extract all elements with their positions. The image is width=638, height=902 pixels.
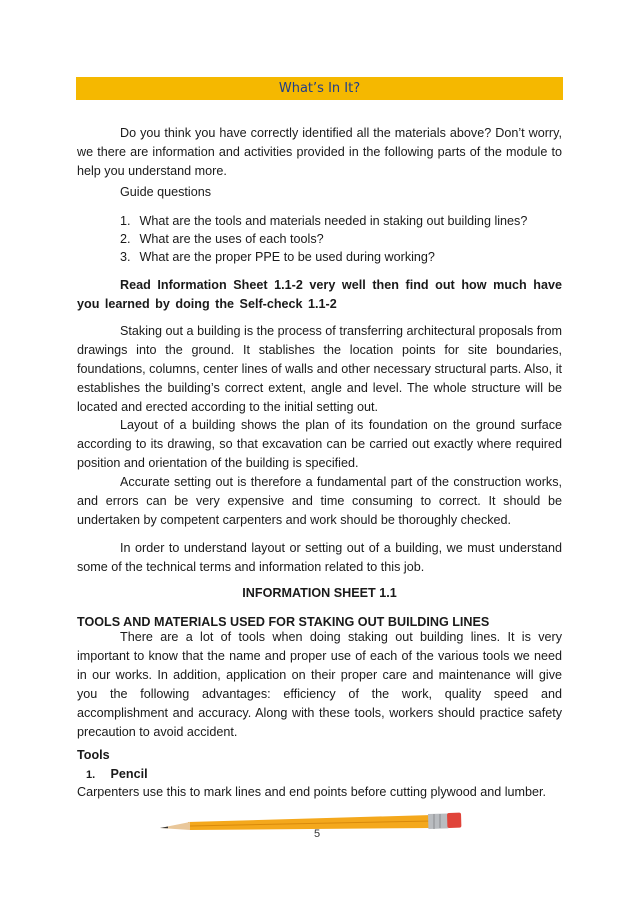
tool-item-pencil [86,765,148,785]
question-text: What are the uses of each tools? [139,232,324,246]
tools-label: Tools [77,748,110,762]
guide-heading: Guide questions [120,185,212,199]
tools-section-heading: TOOLS AND MATERIALS USED FOR STAKING OUT BUILDING LINES [77,615,490,629]
question-item [120,212,527,231]
intro-paragraph: Do you think you have correctly identified all the materials above? Don’t worry, we there are information and activities provided in the following parts of the module to help you understand more. [77,126,562,178]
tools-paragraph: There are a lot of tools when doing staking out building lines. It is very important to know that the name and proper use of each of the various tools we need in our works. In addition, application on their proper care and maintenance will give you the following advantages: efficiency of the work, quality speed and accomplishment and accuracy. Along with these tools, workers should practice safety precaution to avoid accident. [77,630,562,739]
question-number: 1. [120,214,131,228]
question-number: 3. [120,250,131,264]
pencil-body [188,815,433,830]
tool-item-number: 1. [86,769,96,781]
question-text: What are the tools and materials needed in staking out building lines? [139,214,528,228]
question-item [120,248,435,267]
info-sheet-title: INFORMATION SHEET 1.1 [242,586,397,600]
pencil-lead [160,827,168,829]
read-instruction: Read Information Sheet 1.1-2 very well then find out how much have you learned by doing the Self-check 1.1-2 [77,278,562,311]
pencil-wood [160,822,190,830]
question-item [120,230,324,249]
tool-item-name: Pencil [110,767,148,781]
staking-paragraph: Staking out a building is the process of transferring architectural proposals from drawings into the ground. It stablishes the location points for site boundaries, foundations, columns, center lines of walls and other necessary structural parts. Also, it establishes the building’s correct extent, angle and level. The whole structure will be located and erected according to the initial setting out. [77,324,562,414]
section-banner: What’s In It? [76,77,563,100]
question-text: What are the proper PPE to be used during working? [139,250,435,264]
page-number: 5 [314,828,321,840]
pencil-icon [160,808,465,842]
accurate-paragraph: Accurate setting out is therefore a fundamental part of the construction works, and errors can be very expensive and time consuming to correct. It should be undertaken by competent carpenters and work should be thoroughly checked. [77,475,562,527]
pencil-description: Carpenters use this to mark lines and end points before cutting plywood and lumber. [77,785,547,799]
question-number: 2. [120,232,131,246]
pencil-eraser [447,813,461,828]
pencil-ferrule [428,813,448,829]
layout-paragraph: Layout of a building shows the plan of its foundation on the ground surface according to its drawing, so that excavation can be carried out exactly where required position and orientation of the building is specified. [77,418,562,470]
order-paragraph: In order to understand layout or setting out of a building, we must understand some of the technical terms and information related to this job. [77,541,562,574]
